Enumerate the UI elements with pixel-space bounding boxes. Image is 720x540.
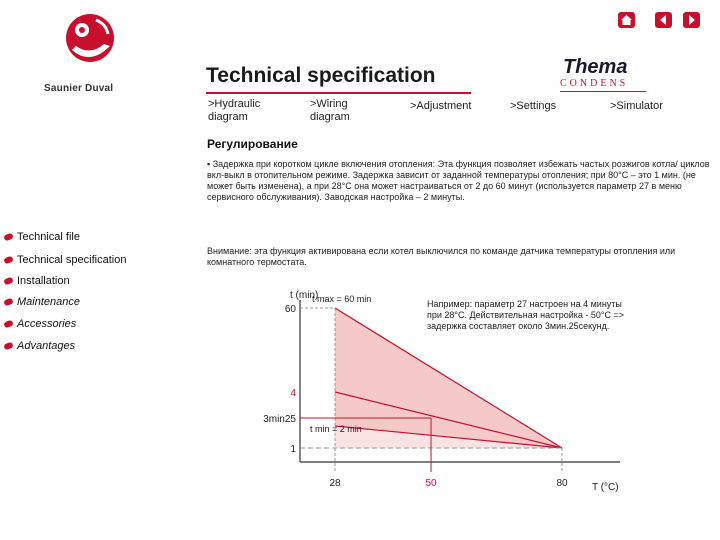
- tab-hydraulic-diagram[interactable]: >Hydraulic diagram: [208, 98, 261, 123]
- sidebar-item-label: Advantages: [17, 340, 76, 352]
- arrow-right-icon[interactable]: [683, 12, 700, 28]
- sidebar-item-label: Maintenance: [17, 296, 80, 308]
- bullet-icon: [3, 320, 14, 329]
- bullet-icon: [3, 342, 14, 351]
- tab-adjustment[interactable]: >Adjustment: [410, 100, 472, 112]
- x-axis-label: T (°C): [592, 482, 619, 493]
- y-tick-label: 3min25: [263, 414, 296, 425]
- note-text: Внимание: эта функция активирована если котел выключился по команде датчика температуры отопления или комнатного термостата.: [207, 246, 676, 267]
- saunier-duval-logo: [60, 8, 120, 78]
- description-text: ▪ Задержка при коротком цикле включения отопления: Эта функция позволяет избежать частых розжигов котла/ циклов вкл-выкл в отопительном режиме. Задержка зависит от заданной температуры отопления; при 80°C – это 1 мин. (не может быть изменена), а при 28°C она может настраиваться от 2 до 60 минут (используется параметр 27 в меню сервисного обслуживания). Заводская настройка – 2 минуты.: [207, 159, 710, 202]
- sidebar-item-label: Technical file: [17, 231, 80, 243]
- arrow-left-icon[interactable]: [655, 12, 672, 28]
- bullet-icon: [3, 233, 14, 242]
- tab-wiring-diagram[interactable]: >Wiring diagram: [310, 98, 350, 123]
- sidebar-item-label: Installation: [17, 275, 70, 287]
- section-title: Регулирование: [207, 137, 298, 151]
- x-tick-label: 28: [329, 478, 341, 489]
- company-name: Saunier Duval: [44, 83, 114, 94]
- tab-simulator[interactable]: >Simulator: [610, 100, 663, 112]
- sidebar-item-technical-file[interactable]: [4, 231, 80, 243]
- sidebar-item-technical-specification[interactable]: [4, 254, 126, 266]
- brand-condens: CONDENS: [560, 78, 629, 89]
- logo-icon: [60, 8, 120, 78]
- example-text: Например: параметр 27 настроен на 4 минуты при 28°C. Действительная настройка - 50°C => задержка составляет около 3мин.25секунд.: [427, 299, 624, 331]
- home-icon[interactable]: [618, 12, 635, 28]
- x-tick-label: 80: [556, 478, 568, 489]
- y-tick-label: 1: [290, 444, 296, 455]
- bullet-icon: [3, 256, 14, 265]
- annotation-tmin: t min = 2 min: [310, 424, 362, 434]
- title-underline: [206, 92, 471, 94]
- sidebar-item-label: Accessories: [17, 318, 77, 330]
- brand-divider: [560, 91, 646, 92]
- y-tick-label: 4: [290, 388, 296, 399]
- sidebar-item-advantages[interactable]: [4, 340, 75, 352]
- tab-settings[interactable]: >Settings: [510, 100, 557, 112]
- y-axis-label: t (min): [290, 290, 319, 301]
- delay-chart: [240, 280, 640, 500]
- y-tick-label: 60: [284, 304, 296, 315]
- sidebar-item-maintenance[interactable]: [4, 296, 80, 308]
- sidebar-item-label: Technical specification: [17, 254, 127, 266]
- brand-thema: Thema: [563, 56, 628, 78]
- page-title: Technical specification: [206, 64, 436, 87]
- sidebar-item-accessories[interactable]: [4, 318, 76, 330]
- annotation-tmax: t max = 60 min: [312, 294, 372, 304]
- sidebar-item-installation[interactable]: [4, 275, 70, 287]
- bullet-icon: [3, 277, 14, 286]
- x-tick-label: 50: [425, 478, 437, 489]
- bullet-icon: [3, 298, 14, 307]
